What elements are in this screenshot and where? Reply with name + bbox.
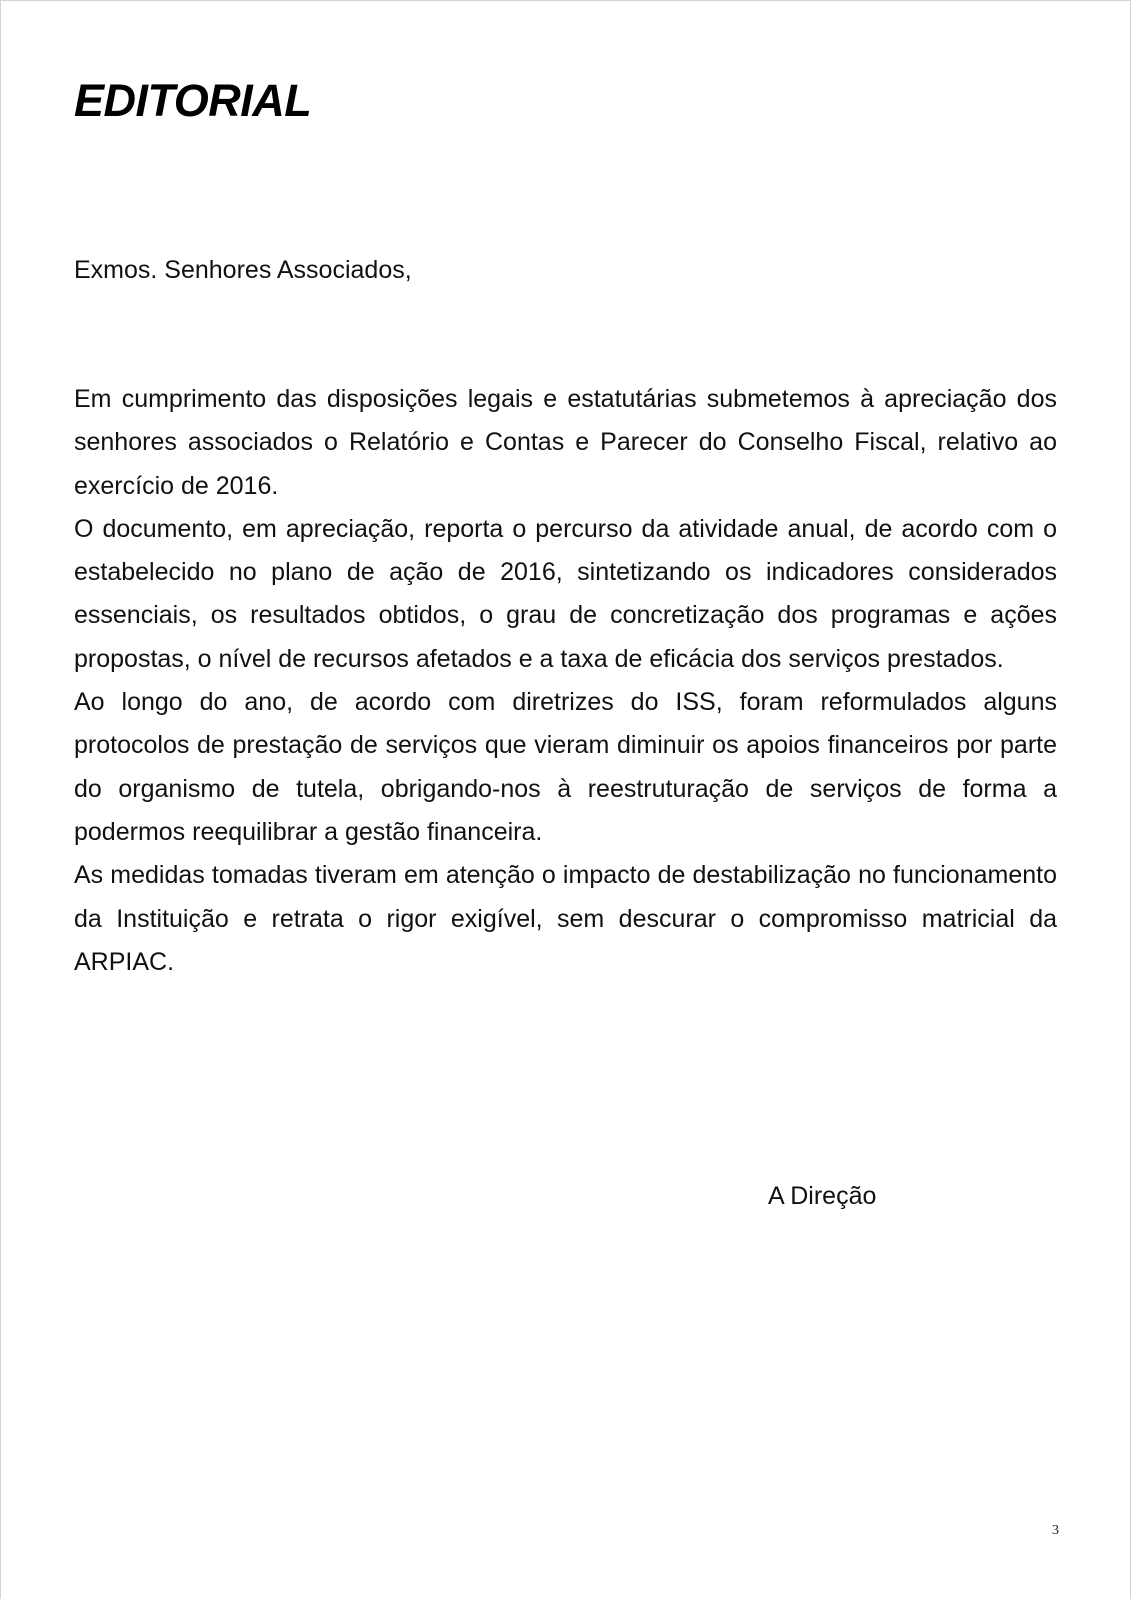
paragraph-3: Ao longo do ano, de acordo com diretrizes do ISS, foram reformulados alguns protocolos de prestação de serviços que vieram diminuir os apoios financeiros por parte do organismo de tutela, obrigando-nos à reestruturação de serviços de forma a podermos reequilibrar a gestão financeira. <box>74 688 1057 846</box>
editorial-body <box>74 378 1057 984</box>
salutation: Exmos. Senhores Associados, <box>74 256 412 284</box>
page-title: EDITORIAL <box>74 75 312 126</box>
page-number: 3 <box>1052 1523 1059 1538</box>
paragraph-4: As medidas tomadas tiveram em atenção o impacto de destabilização no funcionamento da Instituição e retrata o rigor exigível, sem descurar o compromisso matricial da ARPIAC. <box>74 861 1057 976</box>
paragraph-2: O documento, em apreciação, reporta o percurso da atividade anual, de acordo com o estabelecido no plano de ação de 2016, sintetizando os indicadores considerados essenciais, os resultados obtidos, o grau de concretização dos programas e ações propostas, o nível de recursos afetados e a taxa de eficácia dos serviços prestados. <box>74 514 1057 673</box>
signature: A Direção <box>768 1182 877 1210</box>
paragraph-1: Em cumprimento das disposições legais e estatutárias submetemos à apreciação dos senhores associados o Relatório e Contas e Parecer do Conselho Fiscal, relativo ao exercício de 2016. <box>74 385 1057 500</box>
